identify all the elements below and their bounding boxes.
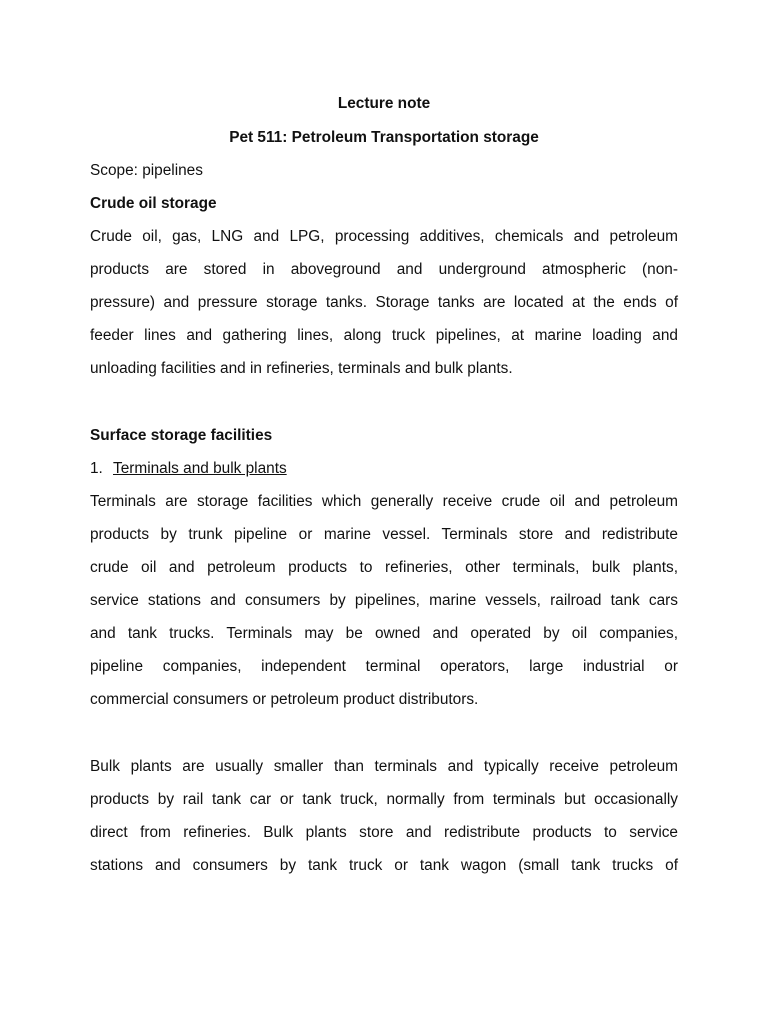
- list-item: [90, 459, 678, 479]
- list-item-label: Terminals and bulk plants: [113, 460, 287, 477]
- paragraph-line: stations and consumers by tank truck or tank wagon (small tank trucks of: [90, 857, 678, 874]
- paragraph-line: crude oil and petroleum products to refineries, other terminals, bulk plants,: [90, 559, 678, 576]
- paragraph-line: pressure) and pressure storage tanks. Storage tanks are located at the ends of: [90, 294, 678, 311]
- list-number: 1.: [90, 460, 103, 477]
- document-title: Lecture note: [337, 95, 431, 112]
- paragraph-line: direct from refineries. Bulk plants store and redistribute products to service: [90, 824, 678, 841]
- paragraph-line: products by rail tank car or tank truck, normally from terminals but occasionally: [90, 791, 678, 808]
- paragraph-line: and tank trucks. Terminals may be owned and operated by oil companies,: [90, 625, 678, 642]
- paragraph-line: service stations and consumers by pipelines, marine vessels, railroad tank cars: [90, 592, 678, 609]
- paragraph-line: feeder lines and gathering lines, along truck pipelines, at marine loading and: [90, 327, 678, 344]
- paragraph-line: products by trunk pipeline or marine vessel. Terminals store and redistribute: [90, 526, 678, 543]
- paragraph-line: Bulk plants are usually smaller than terminals and typically receive petroleum: [90, 758, 678, 775]
- scope-line: Scope: pipelines: [90, 162, 203, 179]
- section-heading-surface-storage: Surface storage facilities: [90, 427, 273, 444]
- section-heading-crude-oil-storage: Crude oil storage: [90, 195, 217, 212]
- paragraph-line: Crude oil, gas, LNG and LPG, processing additives, chemicals and petroleum: [90, 228, 678, 245]
- course-title: Pet 511: Petroleum Transportation storage: [229, 129, 539, 146]
- paragraph-line: products are stored in aboveground and underground atmospheric (non-: [90, 261, 678, 278]
- paragraph-line: Terminals are storage facilities which generally receive crude oil and petroleum: [90, 493, 678, 510]
- paragraph-line: commercial consumers or petroleum product distributors.: [90, 691, 479, 708]
- paragraph-line: pipeline companies, independent terminal operators, large industrial or: [90, 658, 678, 675]
- paragraph-line: unloading facilities and in refineries, terminals and bulk plants.: [90, 360, 513, 377]
